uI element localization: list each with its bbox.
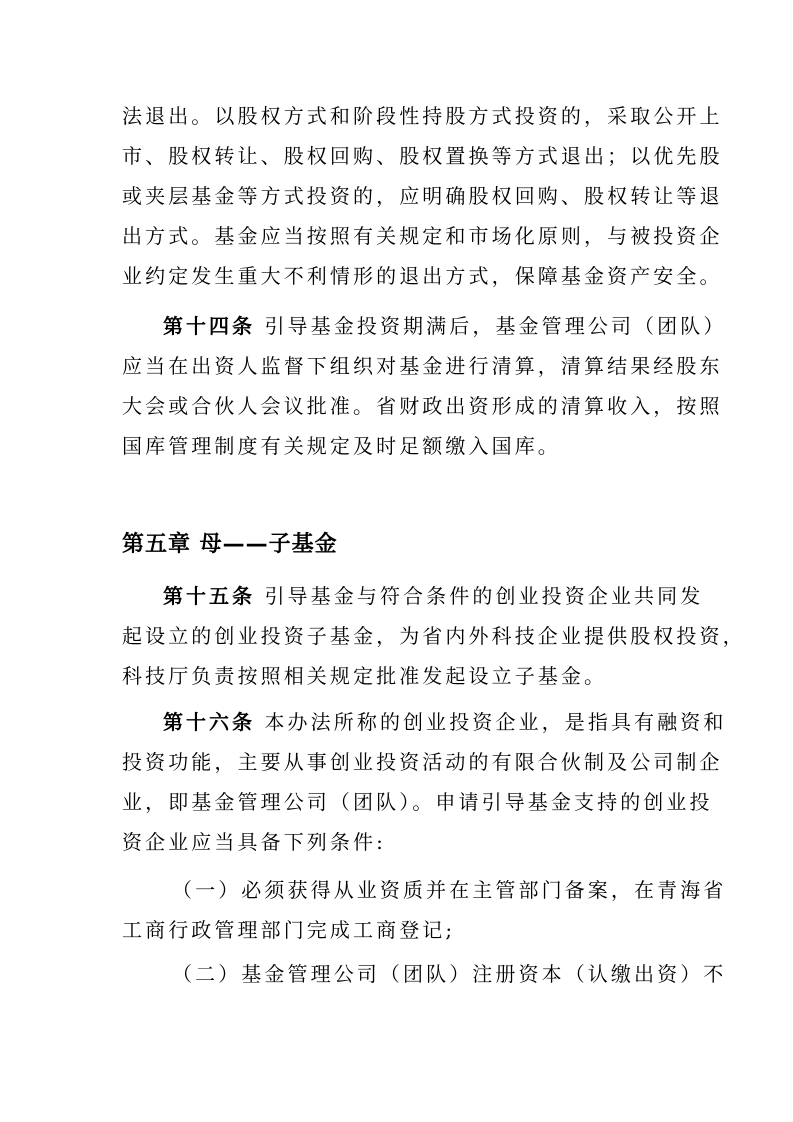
paragraph-line: 科技厅负责按照相关规定批准发起设立子基金。: [122, 664, 608, 688]
chapter-heading: 第五章 母——子基金: [122, 532, 338, 557]
article-16-label: 第十六条: [163, 710, 255, 734]
paragraph-line: 国库管理制度有关规定及时足额缴入国库。: [122, 434, 561, 458]
paragraph-line: 起设立的创业投资子基金，为省内外科技企业提供股权投资，: [122, 624, 746, 648]
paragraph-line: 法退出。以股权方式和阶段性持股方式投资的，采取公开上: [122, 104, 723, 128]
paragraph-line: 或夹层基金等方式投资的，应明确股权回购、股权转让等退: [122, 184, 723, 208]
paragraph-line: 资企业应当具备下列条件:: [122, 830, 386, 854]
paragraph-line: 出方式。基金应当按照有关规定和市场化原则，与被投资企: [122, 224, 723, 248]
article-14-text: 引导基金投资期满后，基金管理公司（团队）: [255, 314, 727, 338]
list-item-1-first-line: （一）必须获得从业资质并在主管部门备案，在青海省: [172, 878, 727, 902]
paragraph-line: 投资功能，主要从事创业投资活动的有限合伙制及公司制企: [122, 750, 723, 774]
article-14-label: 第十四条: [163, 314, 255, 338]
paragraph-line: 业，即基金管理公司（团队）。申请引导基金支持的创业投: [122, 790, 713, 814]
article-15-text: 引导基金与符合条件的创业投资企业共同发: [255, 584, 704, 608]
paragraph-line: 市、股权转让、股权回购、股权置换等方式退出；以优先股: [122, 144, 723, 168]
article-16-first-line: [163, 710, 727, 734]
paragraph-line: 应当在出资人监督下组织对基金进行清算，清算结果经股东: [122, 354, 723, 378]
paragraph-line: 工商行政管理部门完成工商登记;: [122, 918, 456, 942]
article-15-first-line: [163, 584, 704, 608]
list-item-2-first-line: （二）基金管理公司（团队）注册资本（认缴出资）不: [172, 962, 727, 986]
article-14-first-line: [163, 314, 727, 338]
paragraph-line: 业约定发生重大不利情形的退出方式，保障基金资产安全。: [122, 264, 723, 288]
article-16-text: 本办法所称的创业投资企业，是指具有融资和: [255, 710, 727, 734]
paragraph-line: 大会或合伙人会议批准。省财政出资形成的清算收入，按照: [122, 394, 723, 418]
article-15-label: 第十五条: [163, 584, 255, 608]
